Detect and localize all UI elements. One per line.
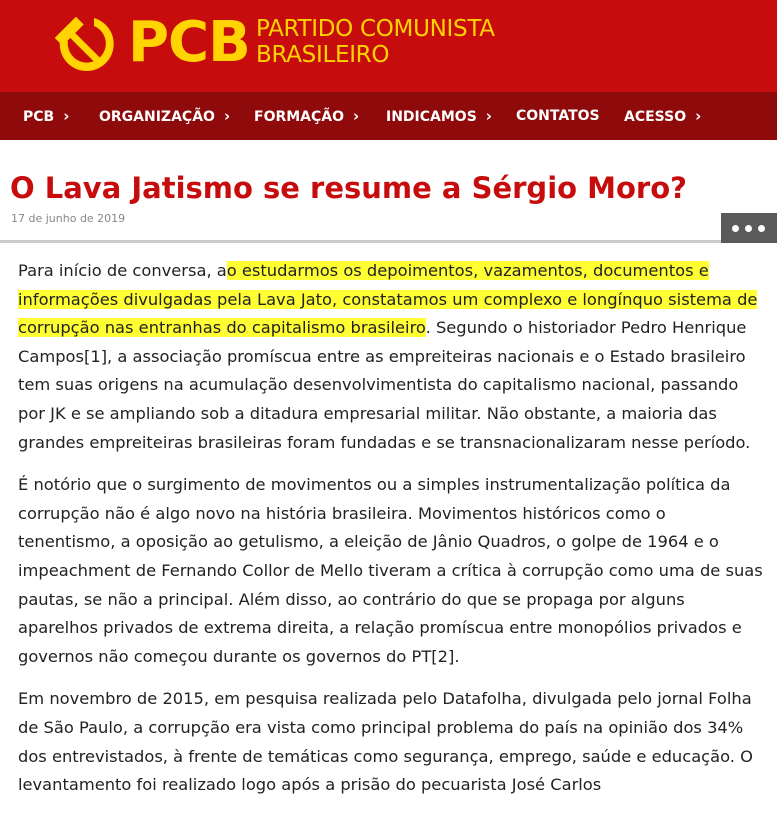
- nav-label: INDICAMOS: [386, 109, 477, 125]
- brand-acronym[interactable]: PCB: [128, 10, 250, 75]
- article-paragraph: Em novembro de 2015, em pesquisa realizada pelo Datafolha, divulgada pelo jornal Folha de São Paulo, a corrupção era vista como principal problema do país na opinião dos 34% dos entrevistados, à frente de temáticas como segurança, emprego, saúde e educação. O levantamento foi realizado logo após a prisão do pecuarista José Carlos: [18, 689, 753, 795]
- nav-label: PCB: [23, 109, 55, 125]
- nav-item-acesso[interactable]: [624, 92, 701, 140]
- nav-label: CONTATOS: [516, 108, 600, 124]
- nav-item-pcb[interactable]: [23, 92, 69, 140]
- article-paragraph: [18, 257, 768, 457]
- more-dots-icon: [745, 225, 752, 232]
- chevron-right-icon: ›: [63, 107, 70, 125]
- chevron-right-icon: ›: [695, 107, 702, 125]
- chevron-right-icon: ›: [485, 107, 492, 125]
- nav-label: FORMAÇÃO: [254, 109, 345, 125]
- nav-label: ACESSO: [624, 109, 687, 125]
- chevron-right-icon: ›: [353, 107, 360, 125]
- hammer-and-sickle-icon[interactable]: [48, 10, 118, 80]
- more-dots-icon: [732, 225, 739, 232]
- chevron-right-icon: ›: [223, 107, 231, 125]
- article-paragraph: É notório que o surgimento de movimentos ou a simples instrumentalização política da corrupção não é algo novo na história brasileira. Movimentos históricos como o tenentismo, a oposição ao getulismo, a eleição de Jânio Quadros, o golpe de 1964 e o impeachment de Fernando Collor de Mello tiveram a crítica à corrupção como uma de suas pautas, se não a principal. Além disso, ao contrário do que se propaga por alguns aparelhos privados de extrema direita, a relação promíscua entre monopólios privados e governos não começou durante os governos do PT[2].: [18, 475, 763, 666]
- brand-full-name: [256, 16, 495, 68]
- nav-item-indicamos[interactable]: [386, 92, 492, 140]
- nav-item-contatos[interactable]: [516, 92, 600, 140]
- more-options-button[interactable]: [721, 213, 777, 243]
- article-date: 17 de junho de 2019: [11, 212, 126, 225]
- nav-item-organizacao[interactable]: [99, 92, 230, 140]
- brand-name-line2: BRASILEIRO: [256, 42, 390, 68]
- article-title: O Lava Jatismo se resume a Sérgio Moro?: [10, 171, 687, 205]
- article-body: [18, 257, 768, 814]
- title-divider: [0, 240, 722, 243]
- more-dots-icon: [758, 225, 765, 232]
- brand-name-line1: PARTIDO COMUNISTA: [256, 16, 495, 42]
- nav-label: ORGANIZAÇÃO: [99, 109, 215, 125]
- highlighted-text: o estudarmos os depoimentos, vazamentos, documentos e informações divulgadas pela Lava Jato, constatamos um complexo e longínquo sistema de corrupção nas entranhas do capitalismo brasileiro: [18, 261, 758, 338]
- nav-item-formacao[interactable]: [254, 92, 359, 140]
- site-header: [0, 0, 777, 92]
- paragraph-text: Para início de conversa, a: [18, 261, 227, 280]
- paragraph-text: . Segundo o historiador Pedro Henrique Campos[1], a associação promíscua entre as empreiteiras nacionais e o Estado brasileiro tem suas origens na acumulação desenvolvimentista do capitalismo nacional, passando por JK e se ampliando sob a ditadura empresarial militar. Não obstante, a maioria das grandes empreiteiras brasileiras foram fundadas e se transnacionalizaram nesse período.: [18, 318, 751, 452]
- main-nav: [0, 92, 777, 140]
